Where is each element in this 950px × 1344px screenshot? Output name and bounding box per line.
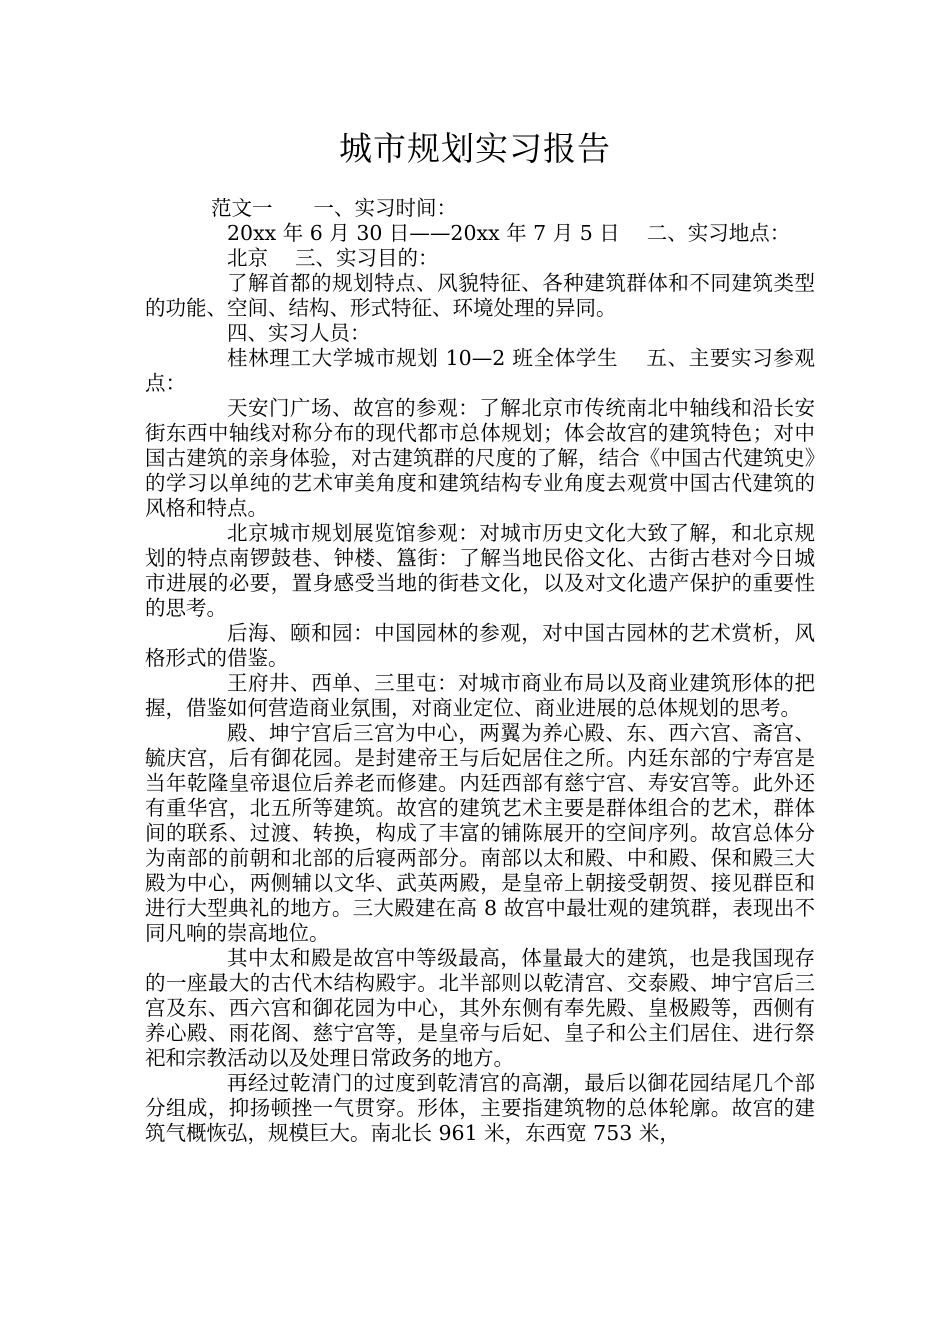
paragraph-planning-hall: 北京城市规划展览馆参观：对城市历史文化大致了解，和北京规划的特点南锣鼓巷、钟楼、簋街：了解当地民俗文化、古街古巷对今日城市进展的必要，置身感受当地的街巷文化，以及对文化遗产保护的重要性的思考。 xyxy=(145,521,815,620)
paragraph-location-purpose: 北京 三、实习目的： xyxy=(227,246,439,270)
paragraph-intro: 范文一 一、实习时间： xyxy=(211,196,457,220)
paragraph-wangfujing: 王府井、西单、三里屯：对城市商业布局以及商业建筑形体的把握，借鉴如何营造商业氛围，对商业定位、商业进展的总体规划的思考。 xyxy=(145,671,815,720)
paragraph-palace-layout: 殿、坤宁宫后三宫为中心，两翼为养心殿、东、西六宫、斋宫、毓庆宫，后有御花园。是封建帝王与后妃居住之所。内廷东部的宁寿宫是当年乾隆皇帝退位后养老而修建。内廷西部有慈宁宫、寿安宫等。此外还有重华宫，北五所等建筑。故宫的建筑艺术主要是群体组合的艺术，群体间的联系、过渡、转换，构成了丰富的铺陈展开的空间序列。故宫总体分为南部的前朝和北部的后寝两部分。南部以太和殿、中和殿、保和殿三大殿为中心，两侧辅以文华、武英两殿，是皇帝上朝接受朝贺、接见群臣和进行大型典礼的地方。三大殿建在高 8 故宫中最壮观的建筑群，表现出不同凡响的崇高地位。 xyxy=(145,721,815,945)
paragraph-time-location: 20xx 年 6 月 30 日——20xx 年 7 月 5 日 二、实习地点： xyxy=(227,221,791,245)
paragraph-tiananmen: 天安门广场、故宫的参观：了解北京市传统南北中轴线和沿长安街东西中轴线对称分布的现代都市总体规划；体会故宫的建筑特色；对中国古建筑的亲身体验，对古建筑群的尺度的了解，结合《中国古代建筑史》的学习以单纯的艺术审美角度和建筑结构专业角度去观赏中国古代建筑的风格和特点。 xyxy=(145,396,815,520)
document-body xyxy=(145,196,815,1146)
paragraph-houhai: 后海、颐和园：中国园林的参观，对中国古园林的艺术赏析，风格形式的借鉴。 xyxy=(145,621,815,670)
paragraph-personnel: 桂林理工大学城市规划 10—2 班全体学生 五、主要实习参观点： xyxy=(145,346,815,395)
paragraph-purpose: 了解首都的规划特点、风貌特征、各种建筑群体和不同建筑类型的功能、空间、结构、形式特征、环境处理的异同。 xyxy=(145,271,815,320)
paragraph-personnel-heading: 四、实习人员： xyxy=(227,321,371,345)
document-title: 城市规划实习报告 xyxy=(339,129,611,168)
paragraph-qianqing: 再经过乾清门的过度到乾清宫的高潮，最后以御花园结尾几个部分组成，抑扬顿挫一气贯穿。形体，主要指建筑物的总体轮廓。故宫的建筑气概恢弘，规模巨大。南北长 961 米，东西宽 753 米， xyxy=(145,1071,815,1145)
paragraph-taihe: 其中太和殿是故宫中等级最高，体量最大的建筑，也是我国现存的一座最大的古代木结构殿宇。北半部则以乾清宫、交泰殿、坤宁宫后三宫及东、西六宫和御花园为中心，其外东侧有奉先殿、皇极殿等，西侧有养心殿、雨花阁、慈宁宫等，是皇帝与后妃、皇子和公主们居住、进行祭祀和宗教活动以及处理日常政务的地方。 xyxy=(145,946,815,1070)
